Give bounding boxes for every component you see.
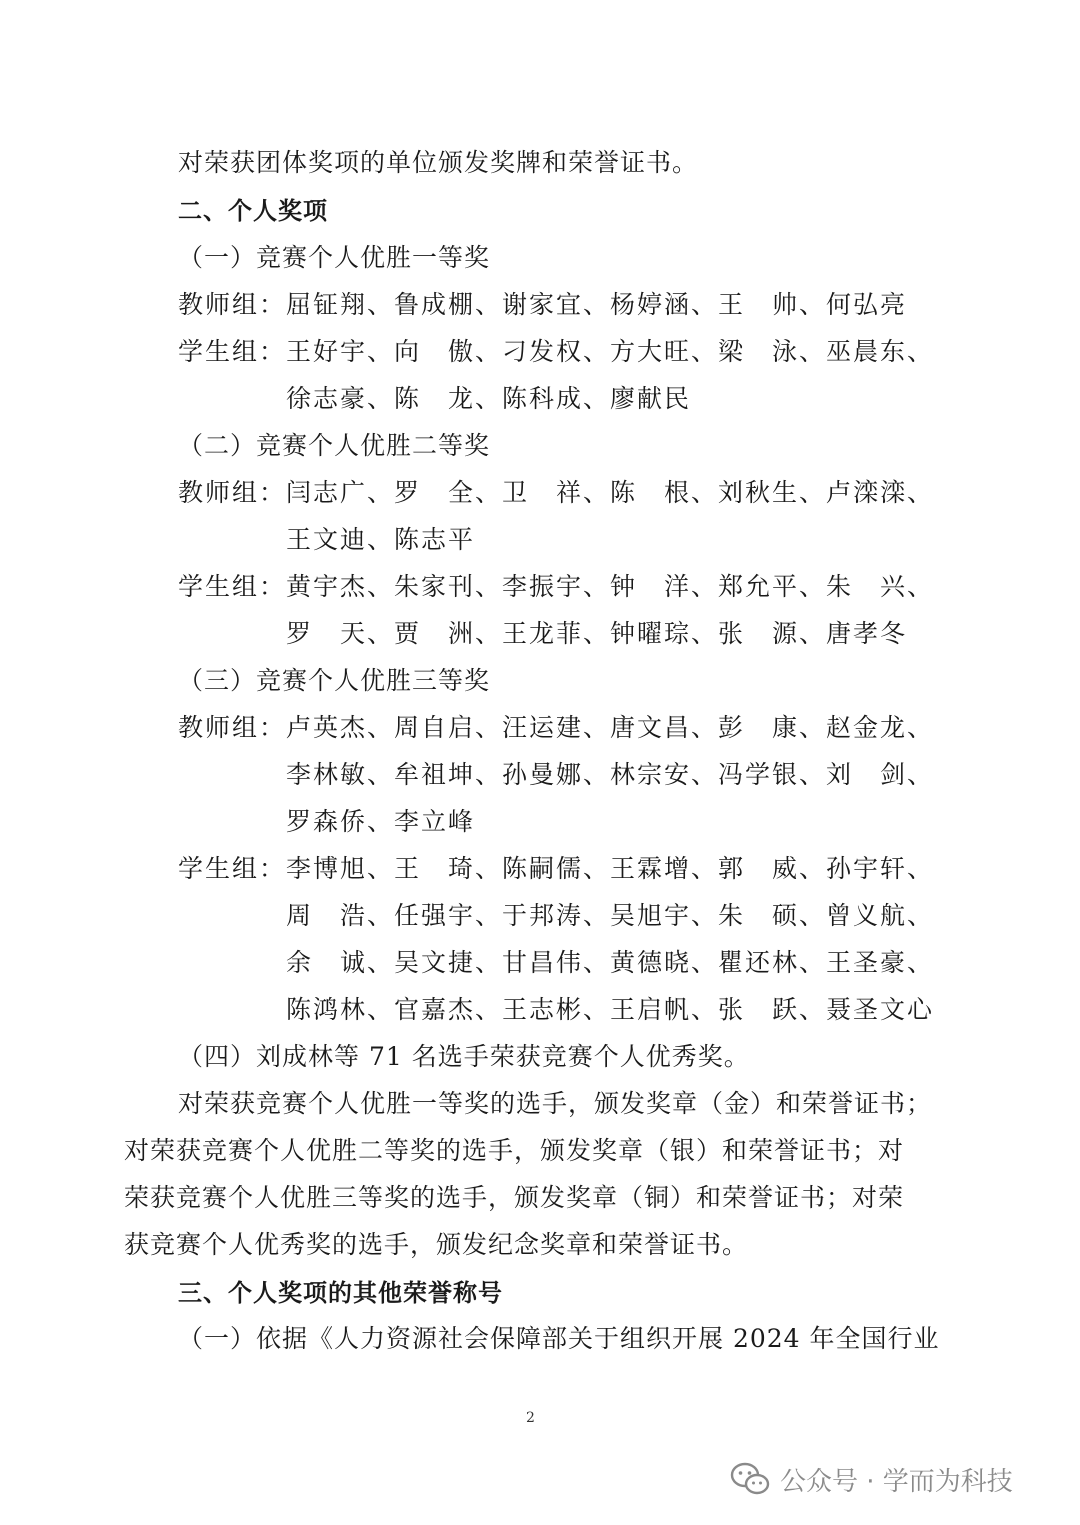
name-list: 屈钲翔、鲁成棚、谢家宜、杨婷涵、王 帅、何弘亮 — [286, 290, 908, 319]
name-list: 李博旭、王 琦、陈嗣儒、王霖增、郭 威、孙宇轩、 — [286, 854, 935, 883]
name-list: 周 浩、任强宇、于邦涛、吴旭宇、朱 硕、曾义航、 — [286, 901, 935, 930]
name-list: 陈鸿林、官嘉杰、王志彬、王启帆、张 跃、聂圣文心 — [286, 995, 935, 1024]
wechat-icon — [730, 1462, 770, 1496]
paragraph-line: 荣获竞赛个人优胜三等奖的选手，颁发奖章（铜）和荣誉证书；对荣 — [124, 1183, 905, 1212]
intro-line: 对荣获团体奖项的单位颁发奖牌和荣誉证书。 — [178, 148, 699, 177]
award-fourth-line: （四）刘成林等 71 名选手荣获竞赛个人优秀奖。 — [178, 1042, 750, 1071]
name-list: 王文迪、陈志平 — [286, 525, 476, 554]
first-teacher-row — [178, 288, 907, 322]
name-list: 黄宇杰、朱家刊、李振宇、钟 洋、郑允平、朱 兴、 — [286, 572, 935, 601]
award-third-title: （三）竞赛个人优胜三等奖 — [178, 666, 491, 695]
first-student-row — [178, 335, 934, 369]
third-teacher-row — [178, 711, 934, 745]
student-group-label: 学生组： — [178, 337, 287, 366]
section-3-line: （一）依据《人力资源社会保障部关于组织开展 2024 年全国行业 — [178, 1324, 940, 1353]
student-group-label: 学生组： — [178, 854, 287, 883]
name-list: 罗 天、贾 洲、王龙菲、钟曜琮、张 源、唐孝冬 — [286, 619, 908, 648]
name-list: 王好宇、向 傲、刁发权、方大旺、梁 泳、巫晨东、 — [286, 337, 935, 366]
name-list: 罗森侨、李立峰 — [286, 807, 476, 836]
section-3-heading: 三、个人奖项的其他荣誉称号 — [178, 1279, 503, 1307]
watermark — [730, 1457, 1013, 1501]
paragraph-line: 获竞赛个人优秀奖的选手，颁发纪念奖章和荣誉证书。 — [124, 1230, 749, 1259]
teacher-group-label: 教师组： — [178, 290, 287, 319]
watermark-text: 公众号 · 学而为科技 — [780, 1466, 1013, 1497]
award-second-title: （二）竞赛个人优胜二等奖 — [178, 431, 491, 460]
page-number: 2 — [526, 1410, 535, 1426]
second-student-row — [178, 570, 934, 604]
paragraph-line: 对荣获竞赛个人优胜二等奖的选手，颁发奖章（银）和荣誉证书；对 — [124, 1136, 905, 1165]
second-teacher-row — [178, 476, 934, 510]
name-list: 卢英杰、周自启、汪运建、唐文昌、彭 康、赵金龙、 — [286, 713, 935, 742]
teacher-group-label: 教师组： — [178, 713, 287, 742]
paragraph-line: 对荣获竞赛个人优胜一等奖的选手，颁发奖章（金）和荣誉证书； — [178, 1089, 933, 1118]
name-list: 余 诚、吴文捷、甘昌伟、黄德晓、瞿还林、王圣豪、 — [286, 948, 935, 977]
name-list: 闫志广、罗 全、卫 祥、陈 根、刘秋生、卢滦滦、 — [286, 478, 935, 507]
student-group-label: 学生组： — [178, 572, 287, 601]
award-first-title: （一）竞赛个人优胜一等奖 — [178, 243, 491, 272]
name-list: 李林敏、牟祖坤、孙曼娜、林宗安、冯学银、刘 剑、 — [286, 760, 935, 789]
section-2-heading: 二、个人奖项 — [178, 197, 328, 225]
name-list: 徐志豪、陈 龙、陈科成、廖献民 — [286, 384, 692, 413]
third-student-row — [178, 852, 934, 886]
teacher-group-label: 教师组： — [178, 478, 287, 507]
